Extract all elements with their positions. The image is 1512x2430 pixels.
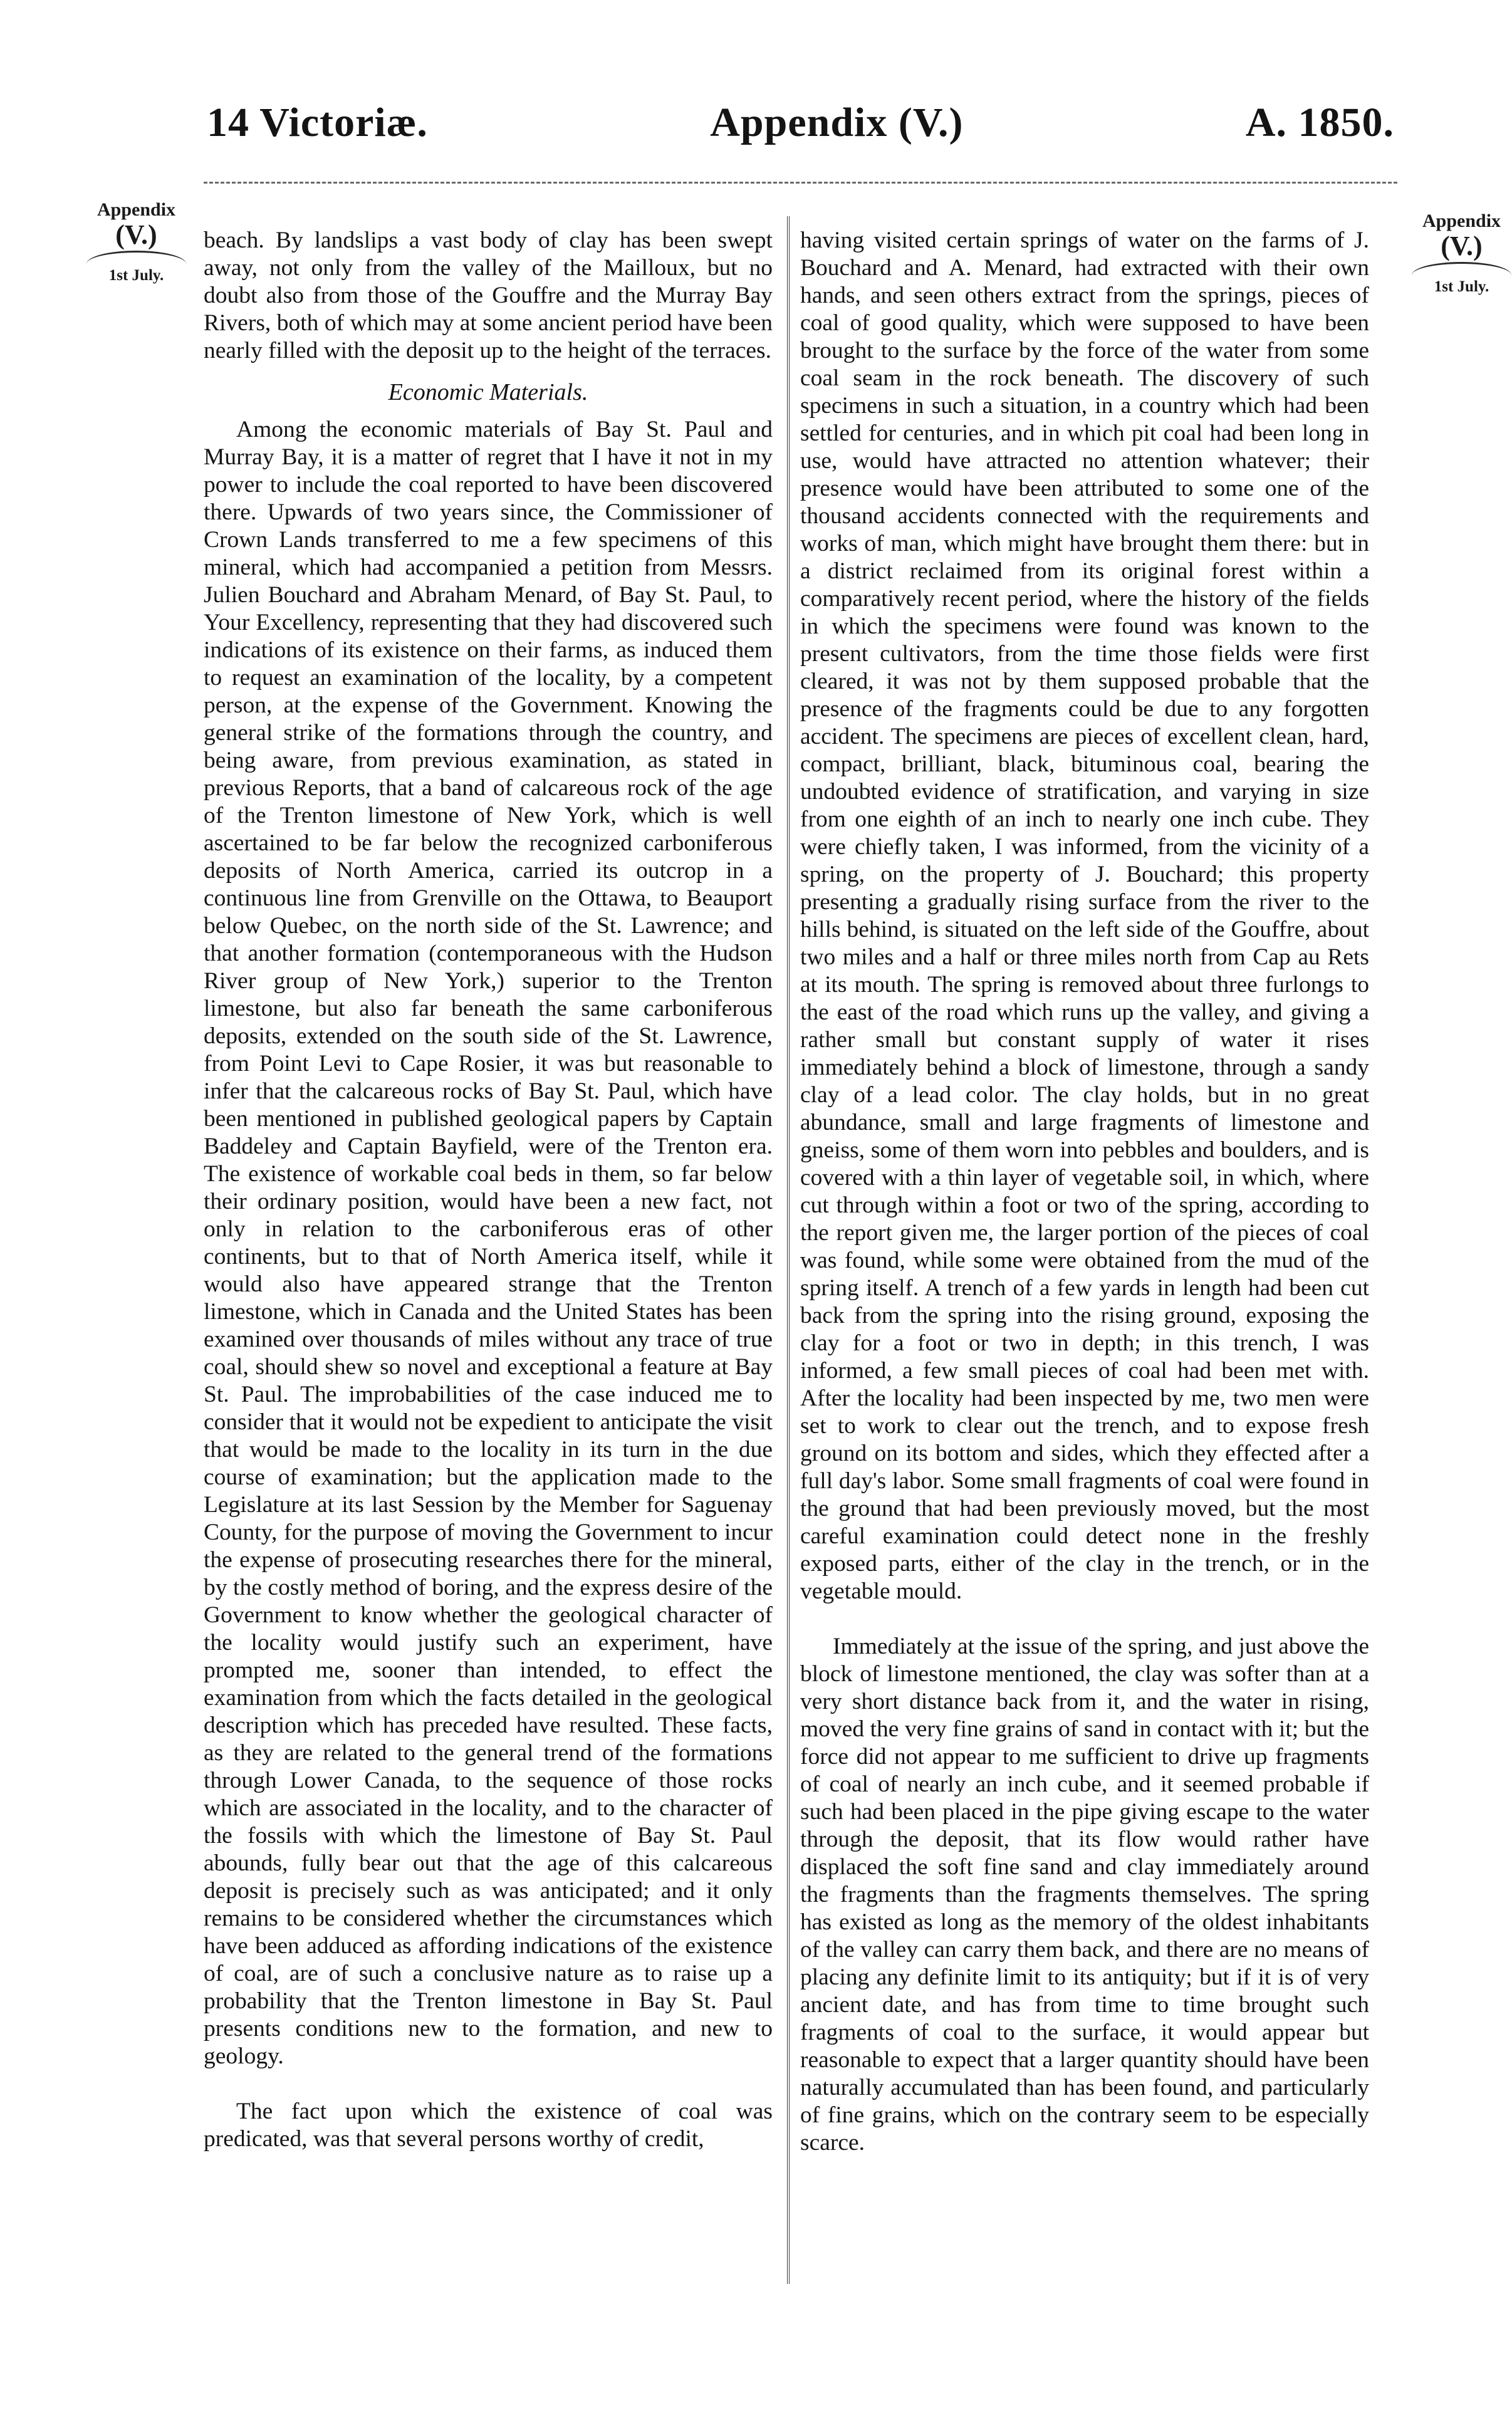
header-rule	[204, 182, 1397, 184]
paragraph: Immediately at the issue of the spring, and just above the block of limestone mentioned, the clay was softer than at a very short distance back from it, and the water in rising, moved the very fine grains of sand in contact with it; but the force did not appear to me sufficient to drive up fragments of coal of nearly an inch cube, and it seemed probable if such had been placed in the pipe giving escape to the water through the deposit, that its flow would rather have displaced the soft fine sand and clay immediately around the fragments than the fragments themselves. The spring has existed as long as the memory of the oldest inhabitants of the valley can carry them back, and there are no means of placing any definite limit to its antiquity; but if it is of very ancient date, and has from time to time brought such fragments of coal to the surface, it would appear but reasonable to expect that a larger quantity should have been naturally accumulated than has been found, and particularly of fine grains, which on the contrary seem to be especially scarce.	[800, 1634, 1369, 2156]
header-appendix: Appendix (V.)	[710, 100, 964, 145]
margin-brace	[86, 251, 186, 264]
margin-appendix-number: (V.)	[115, 219, 157, 250]
margin-date: 1st July.	[108, 267, 164, 284]
paragraph: having visited certain springs of water on the farms of J. Bouchard and A. Menard, had extracted with their own hands, and seen others extract from the springs, pieces of coal of good quality, which were supposed to have been brought to the surface by the force of the water from some coal seam in the rock beneath. The discovery of such specimens in such a situation, in a country which had been settled for centuries, and in which pit coal had been long in use, would have attracted no attention whatever; their presence would have been attributed to some one of the thousand accidents connected with the requirements and works of man, which might have brought them there: but in a district reclaimed from its original forest within a comparatively recent period, where the history of the fields in which the specimens were found was known to the present cultivators, from the time those fields were first cleared, it was not by them supposed probable that the presence of the fragments could be due to any forgotten accident. The specimens are pieces of excellent clean, hard, compact, brilliant, black, bituminous coal, bearing the undoubted evidence of stratification, and varying in size from one eighth of an inch to nearly one inch cube. They were chiefly taken, I was informed, from the vicinity of a spring, on the property of J. Bouchard; this property presenting a gradually rising surface from the river to the hills behind, is situated on the left side of the Gouffre, about two miles and a half or three miles north from Cap au Rets at its mouth. The spring is removed about three furlongs to the east of the road which runs up the valley, and giving a rather small but constant supply of water it rises immediately behind a block of limestone, through a sandy clay of a lead color. The clay holds, but in no great abundance, small and large fragments of limestone and gneiss, some of them worn into pebbles and boulders, and is covered with a thin layer of vegetable soil, in which, where cut through within a foot or two of the spring, according to the report given me, the larger portion of the pieces of coal was found, while some were obtained from the mud of the spring itself. A trench of a few yards in length had been cut back from the spring into the rising ground, exposing the clay for a foot or two in depth; in this trench, I was informed, a few small pieces of coal had been met with. After the locality had been inspected by me, two men were set to work to clear out the trench, and to expose fresh ground on its bottom and sides, which they effected after a full day's labor. Some small fragments of coal were found in the ground that had been previously moved, but the most careful examination could detect none in the freshly exposed parts, either of the clay in the trench, or in the vegetable mould.	[800, 227, 1369, 1604]
header-year: A. 1850.	[1245, 100, 1394, 145]
margin-brace	[1412, 262, 1511, 275]
margin-note-right	[1407, 211, 1512, 296]
margin-date: 1st July.	[1434, 278, 1489, 295]
header-session: 14 Victoriæ.	[207, 100, 428, 145]
paragraph: beach. By landslips a vast body of clay has been swept away, not only from the valley of the Mailloux, but no doubt also from those of the Gouffre and the Murray Bay Rivers, both of which may at some ancient period have been nearly filled with the deposit up to the height of the terraces.	[204, 227, 773, 363]
paragraph: Among the economic materials of Bay St. Paul and Murray Bay, it is a matter of regret that I have it not in my power to include the coal reported to have been discovered there. Upwards of two years since, the Commissioner of Crown Lands transferred to me a few specimens of this mineral, which had accompanied a petition from Messrs. Julien Bouchard and Abraham Menard, of Bay St. Paul, to Your Excellency, representing that they had discovered such indications of its existence on their farms, as induced them to request an examination of the locality, by a competent person, at the expense of the Government. Knowing the general strike of the formations through the country, and being aware, from previous examination, as stated in previous Reports, that a band of calcareous rock of the age of the Trenton limestone of New York, which is well ascertained to be far below the recognized carboniferous deposits of North America, carried its outcrop in a continuous line from Grenville on the Ottawa, to Beauport below Quebec, on the north side of the St. Lawrence; and that another formation (contemporaneous with the Hudson River group of New York,) superior to the Trenton limestone, but also far beneath the same carboniferous deposits, extended on the south side of the St. Lawrence, from Point Levi to Cape Rosier, it was but reasonable to infer that the calcareous rocks of Bay St. Paul, which have been mentioned in published geological papers by Captain Baddeley and Captain Bayfield, were of the Trenton era. The existence of workable coal beds in them, so far below their ordinary position, would have been a new fact, not only in relation to the carboniferous eras of other continents, but to that of North America itself, while it would also have appeared strange that the Trenton limestone, which in Canada and the United States has been examined over thousands of miles without any trace of true coal, should shew so novel and exceptional a feature at Bay St. Paul. The improbabilities of the case induced me to consider that it would not be expedient to anticipate the visit that would be made to the locality in its turn in the due course of examination; but the application made to the Legislature at its last Session by the Member for Saguenay County, for the purpose of moving the Government to incur the expense of prosecuting researches there for the mineral, by the costly method of boring, and the express desire of the Government to know whether the geological character of the locality would justify such an experiment, have prompted me, sooner than intended, to effect the examination from which the facts detailed in the geological description which has preceded have resulted. These facts, as they are related to the general trend of the formations through Lower Canada, to the sequence of those rocks which are associated in the locality, and to the character of the fossils with which the limestone of Bay St. Paul abounds, fully bear out that the age of this calcareous deposit is precisely such as was anticipated; and it only remains to be considered whether the circumstances which have been adduced as affording indications of the existence of coal, are of such a conclusive nature as to raise up a probability that the Trenton limestone in Bay St. Paul presents conditions new to the formation, and new to geology.	[204, 417, 773, 2069]
section-heading: Economic Materials.	[388, 379, 588, 405]
page-header	[207, 99, 1394, 162]
margin-appendix-label: Appendix	[1422, 211, 1501, 231]
paragraph: The fact upon which the existence of coal was predicated, was that several persons worthy of credit,	[204, 2099, 773, 2152]
margin-appendix-label: Appendix	[96, 199, 176, 220]
column-divider	[787, 216, 790, 2284]
left-column	[204, 227, 773, 2276]
right-column	[800, 227, 1369, 2279]
margin-note-left	[81, 199, 191, 285]
margin-appendix-number: (V.)	[1441, 231, 1483, 261]
